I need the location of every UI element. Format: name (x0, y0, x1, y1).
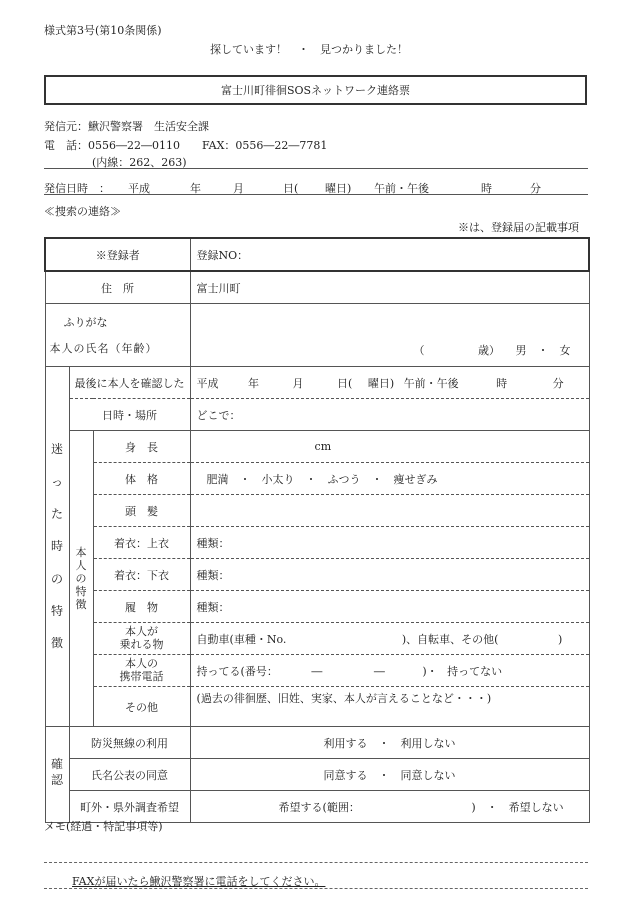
age-close: 歳） (478, 344, 501, 357)
height-value (190, 431, 589, 463)
required-note: ※は、登録届の記載事項 (458, 221, 579, 234)
shoes-value: 種類： (190, 591, 589, 623)
contact-form-table (44, 237, 590, 823)
hair-label: 頭 髪 (93, 495, 190, 527)
vehicle-value (190, 623, 589, 655)
phone-none: 持ってない (447, 664, 503, 678)
build-row (45, 463, 589, 495)
last-seen-minute: 分 (552, 376, 564, 390)
search-heading: ≪捜索の連絡≫ (44, 205, 121, 218)
phone-row (45, 655, 589, 687)
send-year: 年 (190, 182, 201, 195)
name-row (45, 304, 589, 367)
outside-value-1: 希望する(範囲： (278, 800, 360, 814)
name-value-cell (190, 304, 589, 367)
send-datetime-label: 発信日時 ： (44, 182, 110, 195)
address-value: 富士川町 (190, 271, 589, 304)
publish-value: 同意する ・ 同意しない (190, 759, 589, 791)
datetime-underline (44, 194, 588, 195)
phone-sep2: ― (373, 664, 385, 678)
form-number: 様式第3号(第10条関係) (44, 24, 162, 37)
bottom-clothes-value: 種類： (190, 559, 589, 591)
form-title: 富士川町徘徊SOSネットワーク連絡票 (220, 84, 411, 97)
form-title-box (44, 75, 587, 105)
send-month: 月 (233, 182, 244, 195)
sender-from: 発信元：鰍沢警察署 生活安全課 (44, 120, 209, 133)
outside-value (190, 791, 589, 823)
bottom-clothes-row (45, 559, 589, 591)
hair-value (190, 495, 589, 527)
age-open: （ (413, 344, 425, 357)
radio-label: 防災無線の利用 (69, 727, 190, 759)
divider-line (44, 168, 588, 169)
last-seen-weekday: 曜日) (367, 376, 395, 390)
build-label: 体 格 (93, 463, 190, 495)
vehicle-label (93, 623, 190, 655)
phone-have: 持ってる(番号： (196, 664, 278, 678)
vehicle-car: 自動車(車種・No. (196, 632, 287, 646)
send-day: 日( (283, 182, 299, 195)
sex-options: 男 ・ 女 (515, 344, 571, 357)
send-minute: 分 (530, 182, 541, 195)
sender-phone: 電 話：0556―22―0110 FAX：0556―22―7781 (44, 139, 328, 152)
name-label-cell (45, 304, 190, 367)
phone-close: )・ (422, 664, 438, 678)
last-seen-hour: 時 (496, 376, 508, 390)
footer-note: FAXが届いたら鰍沢警察署に電話をしてください。 (72, 875, 326, 888)
top-clothes-label: 着衣：上衣 (93, 527, 190, 559)
send-ampm: 午前・午後 (374, 182, 429, 195)
vehicle-label-line1: 本人が (125, 624, 159, 638)
sender-extension: (内線：262、263) (92, 156, 187, 169)
other-row (45, 687, 589, 727)
last-seen-era: 平成 (196, 376, 219, 390)
last-seen-month: 月 (292, 376, 304, 390)
publish-row (45, 759, 589, 791)
last-seen-where: どこで： (190, 399, 589, 431)
phone-label (93, 655, 190, 687)
height-row (45, 431, 589, 463)
datetime-place-label: 日時・場所 (69, 399, 190, 431)
address-label: 住 所 (45, 271, 190, 304)
registrant-label: ※登録者 (45, 238, 190, 271)
vehicle-rest: )、自転車、その他( (401, 632, 499, 646)
memo-label: メモ(経過・特記事項等) (44, 820, 163, 833)
other-label: その他 (93, 687, 190, 727)
shoes-label: 履 物 (93, 591, 190, 623)
last-seen-year: 年 (248, 376, 260, 390)
vehicle-label-line2: 乗れる物 (119, 637, 164, 651)
phone-label-line2: 携帯電話 (119, 669, 164, 683)
name-age-label: 本人の氏名（年齢） (49, 342, 158, 355)
last-seen-day: 日( (337, 376, 353, 390)
radio-row (45, 727, 589, 759)
vehicle-close: ) (557, 632, 563, 646)
outside-label: 町外・県外調査希望 (69, 791, 190, 823)
registrant-row (45, 238, 589, 271)
hair-row (45, 495, 589, 527)
furigana-label: ふりがな (63, 316, 108, 329)
outside-value-2: ) ・ 希望しない (471, 800, 564, 814)
build-options: 肥満 ・ 小太り ・ ふつう ・ 痩せぎみ (206, 472, 438, 486)
phone-value (190, 655, 589, 687)
radio-value: 利用する ・ 利用しない (190, 727, 589, 759)
height-unit: cm (314, 440, 332, 453)
last-seen-ampm: 午前・午後 (403, 376, 459, 390)
last-seen-datetime (190, 367, 589, 399)
build-value (190, 463, 589, 495)
address-row (45, 271, 589, 304)
lost-features-group-label: 迷った時の特徴 (45, 367, 69, 727)
registration-no: 登録NO： (190, 238, 589, 271)
send-weekday: 曜日) (325, 182, 352, 195)
send-era: 平成 (128, 182, 150, 195)
top-clothes-row (45, 527, 589, 559)
top-clothes-value: 種類： (190, 527, 589, 559)
phone-label-line1: 本人の (125, 656, 159, 670)
memo-dashed-line-1 (44, 862, 588, 863)
features-group-label: 本人の特徴 (69, 431, 93, 727)
vehicle-row (45, 623, 589, 655)
last-seen-row-2 (45, 399, 589, 431)
phone-sep1: ― (311, 664, 323, 678)
bottom-clothes-label: 着衣：下衣 (93, 559, 190, 591)
shoes-row (45, 591, 589, 623)
last-seen-row-1 (45, 367, 589, 399)
status-line: 探しています！ ・ 見つかりました！ (210, 43, 408, 56)
publish-label: 氏名公表の同意 (69, 759, 190, 791)
height-label: 身 長 (93, 431, 190, 463)
send-hour: 時 (481, 182, 492, 195)
memo-dashed-line-2 (44, 888, 588, 889)
confirm-group-label: 確認 (45, 727, 69, 823)
other-value: (過去の徘徊歴、旧姓、実家、本人が言えることなど・・・) (190, 687, 589, 727)
last-seen-label: 最後に本人を確認した (69, 367, 190, 399)
